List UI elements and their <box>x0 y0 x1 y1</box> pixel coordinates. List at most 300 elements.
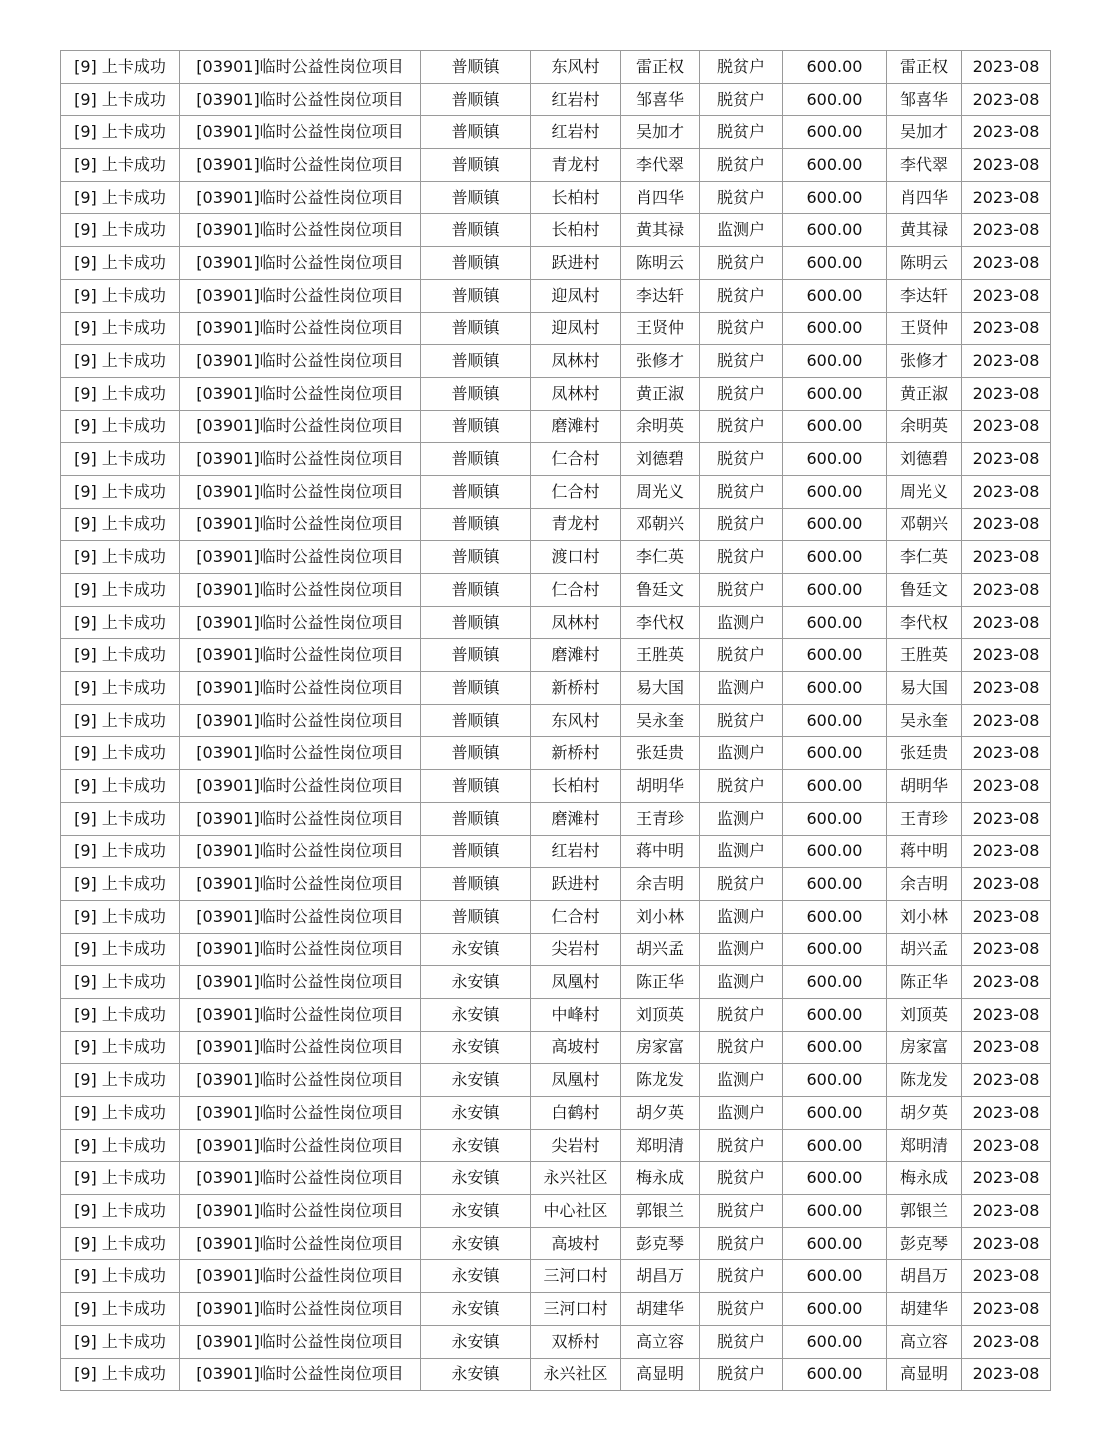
household-type-cell: 监测户 <box>700 900 783 933</box>
town-cell: 永安镇 <box>421 1358 531 1391</box>
table-row <box>61 1129 1051 1162</box>
name-cell: 胡夕英 <box>621 1097 700 1130</box>
payee-cell: 王青珍 <box>887 802 962 835</box>
household-type-cell: 脱贫户 <box>700 443 783 476</box>
payee-cell: 胡明华 <box>887 770 962 803</box>
project-cell: [03901]临时公益性岗位项目 <box>180 1097 421 1130</box>
payee-cell: 易大国 <box>887 672 962 705</box>
town-cell: 普顺镇 <box>421 574 531 607</box>
payee-cell: 吴加才 <box>887 116 962 149</box>
table-row <box>61 1293 1051 1326</box>
status-cell: [9] 上卡成功 <box>61 541 180 574</box>
project-cell: [03901]临时公益性岗位项目 <box>180 279 421 312</box>
town-cell: 永安镇 <box>421 1325 531 1358</box>
project-cell: [03901]临时公益性岗位项目 <box>180 704 421 737</box>
name-cell: 鲁廷文 <box>621 574 700 607</box>
name-cell: 陈明云 <box>621 247 700 280</box>
household-type-cell: 脱贫户 <box>700 1195 783 1228</box>
period-cell: 2023-08 <box>962 933 1051 966</box>
project-cell: [03901]临时公益性岗位项目 <box>180 508 421 541</box>
amount-cell: 600.00 <box>783 51 887 84</box>
table-row <box>61 247 1051 280</box>
town-cell: 普顺镇 <box>421 410 531 443</box>
table-row <box>61 51 1051 84</box>
period-cell: 2023-08 <box>962 1260 1051 1293</box>
household-type-cell: 脱贫户 <box>700 639 783 672</box>
payee-cell: 黄其禄 <box>887 214 962 247</box>
amount-cell: 600.00 <box>783 279 887 312</box>
town-cell: 普顺镇 <box>421 247 531 280</box>
payee-cell: 李代翠 <box>887 149 962 182</box>
name-cell: 邹喜华 <box>621 83 700 116</box>
period-cell: 2023-08 <box>962 279 1051 312</box>
name-cell: 陈龙发 <box>621 1064 700 1097</box>
household-type-cell: 脱贫户 <box>700 574 783 607</box>
village-cell: 红岩村 <box>531 835 621 868</box>
village-cell: 青龙村 <box>531 149 621 182</box>
village-cell: 东风村 <box>531 704 621 737</box>
household-type-cell: 监测户 <box>700 933 783 966</box>
status-cell: [9] 上卡成功 <box>61 247 180 280</box>
household-type-cell: 监测户 <box>700 214 783 247</box>
payee-cell: 张修才 <box>887 345 962 378</box>
village-cell: 凤凰村 <box>531 966 621 999</box>
period-cell: 2023-08 <box>962 541 1051 574</box>
name-cell: 余吉明 <box>621 868 700 901</box>
name-cell: 李仁英 <box>621 541 700 574</box>
table-row <box>61 312 1051 345</box>
period-cell: 2023-08 <box>962 181 1051 214</box>
payee-cell: 胡夕英 <box>887 1097 962 1130</box>
household-type-cell: 脱贫户 <box>700 1162 783 1195</box>
name-cell: 胡明华 <box>621 770 700 803</box>
town-cell: 普顺镇 <box>421 835 531 868</box>
table-row <box>61 704 1051 737</box>
town-cell: 普顺镇 <box>421 900 531 933</box>
table-row <box>61 770 1051 803</box>
village-cell: 仁合村 <box>531 900 621 933</box>
status-cell: [9] 上卡成功 <box>61 900 180 933</box>
payee-cell: 郑明清 <box>887 1129 962 1162</box>
household-type-cell: 脱贫户 <box>700 116 783 149</box>
table-row <box>61 998 1051 1031</box>
name-cell: 易大国 <box>621 672 700 705</box>
household-type-cell: 脱贫户 <box>700 1293 783 1326</box>
status-cell: [9] 上卡成功 <box>61 933 180 966</box>
amount-cell: 600.00 <box>783 1293 887 1326</box>
town-cell: 普顺镇 <box>421 149 531 182</box>
amount-cell: 600.00 <box>783 1064 887 1097</box>
town-cell: 永安镇 <box>421 1227 531 1260</box>
village-cell: 迎凤村 <box>531 312 621 345</box>
payee-cell: 邓朝兴 <box>887 508 962 541</box>
period-cell: 2023-08 <box>962 475 1051 508</box>
name-cell: 刘德碧 <box>621 443 700 476</box>
period-cell: 2023-08 <box>962 149 1051 182</box>
village-cell: 三河口村 <box>531 1293 621 1326</box>
household-type-cell: 监测户 <box>700 835 783 868</box>
amount-cell: 600.00 <box>783 737 887 770</box>
status-cell: [9] 上卡成功 <box>61 704 180 737</box>
status-cell: [9] 上卡成功 <box>61 770 180 803</box>
town-cell: 普顺镇 <box>421 214 531 247</box>
status-cell: [9] 上卡成功 <box>61 279 180 312</box>
payee-cell: 高显明 <box>887 1358 962 1391</box>
period-cell: 2023-08 <box>962 672 1051 705</box>
project-cell: [03901]临时公益性岗位项目 <box>180 181 421 214</box>
period-cell: 2023-08 <box>962 1358 1051 1391</box>
amount-cell: 600.00 <box>783 247 887 280</box>
name-cell: 黄正淑 <box>621 377 700 410</box>
project-cell: [03901]临时公益性岗位项目 <box>180 770 421 803</box>
village-cell: 仁合村 <box>531 475 621 508</box>
project-cell: [03901]临时公益性岗位项目 <box>180 672 421 705</box>
name-cell: 张廷贵 <box>621 737 700 770</box>
table-row <box>61 1325 1051 1358</box>
payee-cell: 彭克琴 <box>887 1227 962 1260</box>
status-cell: [9] 上卡成功 <box>61 1260 180 1293</box>
status-cell: [9] 上卡成功 <box>61 345 180 378</box>
table-row <box>61 1162 1051 1195</box>
household-type-cell: 脱贫户 <box>700 508 783 541</box>
table-row <box>61 279 1051 312</box>
status-cell: [9] 上卡成功 <box>61 1031 180 1064</box>
household-type-cell: 脱贫户 <box>700 247 783 280</box>
period-cell: 2023-08 <box>962 116 1051 149</box>
status-cell: [9] 上卡成功 <box>61 868 180 901</box>
name-cell: 吴永奎 <box>621 704 700 737</box>
village-cell: 新桥村 <box>531 672 621 705</box>
period-cell: 2023-08 <box>962 1293 1051 1326</box>
project-cell: [03901]临时公益性岗位项目 <box>180 1358 421 1391</box>
village-cell: 中心社区 <box>531 1195 621 1228</box>
table-row <box>61 149 1051 182</box>
amount-cell: 600.00 <box>783 966 887 999</box>
village-cell: 尖岩村 <box>531 933 621 966</box>
project-cell: [03901]临时公益性岗位项目 <box>180 802 421 835</box>
amount-cell: 600.00 <box>783 1162 887 1195</box>
project-cell: [03901]临时公益性岗位项目 <box>180 214 421 247</box>
village-cell: 跃进村 <box>531 868 621 901</box>
household-type-cell: 脱贫户 <box>700 475 783 508</box>
project-cell: [03901]临时公益性岗位项目 <box>180 345 421 378</box>
period-cell: 2023-08 <box>962 377 1051 410</box>
name-cell: 刘小林 <box>621 900 700 933</box>
status-cell: [9] 上卡成功 <box>61 1129 180 1162</box>
table-row <box>61 83 1051 116</box>
name-cell: 陈正华 <box>621 966 700 999</box>
town-cell: 永安镇 <box>421 1195 531 1228</box>
payee-cell: 陈明云 <box>887 247 962 280</box>
household-type-cell: 脱贫户 <box>700 345 783 378</box>
household-type-cell: 监测户 <box>700 1064 783 1097</box>
status-cell: [9] 上卡成功 <box>61 639 180 672</box>
table-row <box>61 410 1051 443</box>
table-row <box>61 1097 1051 1130</box>
status-cell: [9] 上卡成功 <box>61 116 180 149</box>
status-cell: [9] 上卡成功 <box>61 475 180 508</box>
status-cell: [9] 上卡成功 <box>61 802 180 835</box>
table-row <box>61 966 1051 999</box>
village-cell: 磨滩村 <box>531 639 621 672</box>
status-cell: [9] 上卡成功 <box>61 672 180 705</box>
amount-cell: 600.00 <box>783 443 887 476</box>
name-cell: 刘顶英 <box>621 998 700 1031</box>
project-cell: [03901]临时公益性岗位项目 <box>180 574 421 607</box>
town-cell: 普顺镇 <box>421 116 531 149</box>
payee-cell: 高立容 <box>887 1325 962 1358</box>
period-cell: 2023-08 <box>962 1227 1051 1260</box>
town-cell: 永安镇 <box>421 1260 531 1293</box>
village-cell: 红岩村 <box>531 116 621 149</box>
status-cell: [9] 上卡成功 <box>61 181 180 214</box>
village-cell: 凤林村 <box>531 377 621 410</box>
name-cell: 王青珍 <box>621 802 700 835</box>
village-cell: 三河口村 <box>531 1260 621 1293</box>
name-cell: 房家富 <box>621 1031 700 1064</box>
status-cell: [9] 上卡成功 <box>61 835 180 868</box>
status-cell: [9] 上卡成功 <box>61 606 180 639</box>
period-cell: 2023-08 <box>962 802 1051 835</box>
village-cell: 长柏村 <box>531 214 621 247</box>
amount-cell: 600.00 <box>783 802 887 835</box>
name-cell: 李代翠 <box>621 149 700 182</box>
amount-cell: 600.00 <box>783 312 887 345</box>
project-cell: [03901]临时公益性岗位项目 <box>180 51 421 84</box>
town-cell: 普顺镇 <box>421 672 531 705</box>
table-body <box>61 51 1051 1391</box>
name-cell: 雷正权 <box>621 51 700 84</box>
payee-cell: 王胜英 <box>887 639 962 672</box>
payee-cell: 陈正华 <box>887 966 962 999</box>
period-cell: 2023-08 <box>962 639 1051 672</box>
amount-cell: 600.00 <box>783 998 887 1031</box>
amount-cell: 600.00 <box>783 410 887 443</box>
village-cell: 双桥村 <box>531 1325 621 1358</box>
payee-cell: 刘小林 <box>887 900 962 933</box>
town-cell: 普顺镇 <box>421 443 531 476</box>
status-cell: [9] 上卡成功 <box>61 443 180 476</box>
amount-cell: 600.00 <box>783 933 887 966</box>
village-cell: 青龙村 <box>531 508 621 541</box>
amount-cell: 600.00 <box>783 475 887 508</box>
amount-cell: 600.00 <box>783 116 887 149</box>
household-type-cell: 脱贫户 <box>700 312 783 345</box>
amount-cell: 600.00 <box>783 1195 887 1228</box>
period-cell: 2023-08 <box>962 51 1051 84</box>
status-cell: [9] 上卡成功 <box>61 1064 180 1097</box>
payee-cell: 胡建华 <box>887 1293 962 1326</box>
amount-cell: 600.00 <box>783 770 887 803</box>
payee-cell: 陈龙发 <box>887 1064 962 1097</box>
payee-cell: 肖四华 <box>887 181 962 214</box>
period-cell: 2023-08 <box>962 1325 1051 1358</box>
period-cell: 2023-08 <box>962 1195 1051 1228</box>
payee-cell: 郭银兰 <box>887 1195 962 1228</box>
status-cell: [9] 上卡成功 <box>61 1162 180 1195</box>
table-row <box>61 1064 1051 1097</box>
period-cell: 2023-08 <box>962 508 1051 541</box>
name-cell: 胡兴孟 <box>621 933 700 966</box>
payee-cell: 黄正淑 <box>887 377 962 410</box>
town-cell: 普顺镇 <box>421 802 531 835</box>
village-cell: 白鹤村 <box>531 1097 621 1130</box>
period-cell: 2023-08 <box>962 966 1051 999</box>
village-cell: 尖岩村 <box>531 1129 621 1162</box>
payee-cell: 李达轩 <box>887 279 962 312</box>
payee-cell: 余明英 <box>887 410 962 443</box>
project-cell: [03901]临时公益性岗位项目 <box>180 900 421 933</box>
amount-cell: 600.00 <box>783 606 887 639</box>
village-cell: 高坡村 <box>531 1227 621 1260</box>
household-type-cell: 监测户 <box>700 802 783 835</box>
name-cell: 蒋中明 <box>621 835 700 868</box>
table-row <box>61 1031 1051 1064</box>
town-cell: 普顺镇 <box>421 770 531 803</box>
payee-cell: 周光义 <box>887 475 962 508</box>
village-cell: 跃进村 <box>531 247 621 280</box>
status-cell: [9] 上卡成功 <box>61 410 180 443</box>
amount-cell: 600.00 <box>783 1031 887 1064</box>
name-cell: 黄其禄 <box>621 214 700 247</box>
household-type-cell: 脱贫户 <box>700 998 783 1031</box>
village-cell: 渡口村 <box>531 541 621 574</box>
household-type-cell: 脱贫户 <box>700 868 783 901</box>
table-row <box>61 802 1051 835</box>
town-cell: 普顺镇 <box>421 279 531 312</box>
project-cell: [03901]临时公益性岗位项目 <box>180 966 421 999</box>
table-row <box>61 835 1051 868</box>
table-row <box>61 1195 1051 1228</box>
amount-cell: 600.00 <box>783 672 887 705</box>
table-row <box>61 541 1051 574</box>
payee-cell: 张廷贵 <box>887 737 962 770</box>
payment-record-table <box>60 50 1051 1391</box>
payee-cell: 邹喜华 <box>887 83 962 116</box>
household-type-cell: 脱贫户 <box>700 770 783 803</box>
period-cell: 2023-08 <box>962 770 1051 803</box>
period-cell: 2023-08 <box>962 704 1051 737</box>
amount-cell: 600.00 <box>783 541 887 574</box>
village-cell: 永兴社区 <box>531 1358 621 1391</box>
town-cell: 普顺镇 <box>421 312 531 345</box>
status-cell: [9] 上卡成功 <box>61 1195 180 1228</box>
table-row <box>61 1260 1051 1293</box>
town-cell: 普顺镇 <box>421 541 531 574</box>
period-cell: 2023-08 <box>962 214 1051 247</box>
name-cell: 邓朝兴 <box>621 508 700 541</box>
name-cell: 李代权 <box>621 606 700 639</box>
payee-cell: 房家富 <box>887 1031 962 1064</box>
household-type-cell: 脱贫户 <box>700 410 783 443</box>
status-cell: [9] 上卡成功 <box>61 51 180 84</box>
amount-cell: 600.00 <box>783 1358 887 1391</box>
village-cell: 凤凰村 <box>531 1064 621 1097</box>
amount-cell: 600.00 <box>783 1227 887 1260</box>
household-type-cell: 脱贫户 <box>700 1031 783 1064</box>
project-cell: [03901]临时公益性岗位项目 <box>180 1227 421 1260</box>
period-cell: 2023-08 <box>962 312 1051 345</box>
name-cell: 高显明 <box>621 1358 700 1391</box>
amount-cell: 600.00 <box>783 835 887 868</box>
payee-cell: 雷正权 <box>887 51 962 84</box>
amount-cell: 600.00 <box>783 1097 887 1130</box>
period-cell: 2023-08 <box>962 443 1051 476</box>
town-cell: 永安镇 <box>421 933 531 966</box>
table-row <box>61 508 1051 541</box>
table-row <box>61 475 1051 508</box>
status-cell: [9] 上卡成功 <box>61 574 180 607</box>
period-cell: 2023-08 <box>962 998 1051 1031</box>
project-cell: [03901]临时公益性岗位项目 <box>180 639 421 672</box>
name-cell: 吴加才 <box>621 116 700 149</box>
project-cell: [03901]临时公益性岗位项目 <box>180 312 421 345</box>
payee-cell: 蒋中明 <box>887 835 962 868</box>
table-row <box>61 868 1051 901</box>
project-cell: [03901]临时公益性岗位项目 <box>180 1325 421 1358</box>
table-row <box>61 345 1051 378</box>
project-cell: [03901]临时公益性岗位项目 <box>180 1260 421 1293</box>
table-row <box>61 639 1051 672</box>
status-cell: [9] 上卡成功 <box>61 737 180 770</box>
project-cell: [03901]临时公益性岗位项目 <box>180 606 421 639</box>
period-cell: 2023-08 <box>962 1031 1051 1064</box>
status-cell: [9] 上卡成功 <box>61 508 180 541</box>
name-cell: 胡昌万 <box>621 1260 700 1293</box>
period-cell: 2023-08 <box>962 410 1051 443</box>
village-cell: 磨滩村 <box>531 802 621 835</box>
household-type-cell: 脱贫户 <box>700 541 783 574</box>
amount-cell: 600.00 <box>783 900 887 933</box>
period-cell: 2023-08 <box>962 345 1051 378</box>
household-type-cell: 监测户 <box>700 672 783 705</box>
status-cell: [9] 上卡成功 <box>61 1293 180 1326</box>
payee-cell: 胡兴孟 <box>887 933 962 966</box>
project-cell: [03901]临时公益性岗位项目 <box>180 410 421 443</box>
town-cell: 永安镇 <box>421 1097 531 1130</box>
period-cell: 2023-08 <box>962 1064 1051 1097</box>
amount-cell: 600.00 <box>783 508 887 541</box>
payee-cell: 吴永奎 <box>887 704 962 737</box>
village-cell: 仁合村 <box>531 574 621 607</box>
project-cell: [03901]临时公益性岗位项目 <box>180 377 421 410</box>
household-type-cell: 监测户 <box>700 737 783 770</box>
village-cell: 永兴社区 <box>531 1162 621 1195</box>
project-cell: [03901]临时公益性岗位项目 <box>180 541 421 574</box>
household-type-cell: 监测户 <box>700 966 783 999</box>
project-cell: [03901]临时公益性岗位项目 <box>180 1195 421 1228</box>
table-row <box>61 377 1051 410</box>
village-cell: 仁合村 <box>531 443 621 476</box>
town-cell: 普顺镇 <box>421 377 531 410</box>
town-cell: 永安镇 <box>421 1064 531 1097</box>
status-cell: [9] 上卡成功 <box>61 1097 180 1130</box>
project-cell: [03901]临时公益性岗位项目 <box>180 1162 421 1195</box>
name-cell: 胡建华 <box>621 1293 700 1326</box>
name-cell: 高立容 <box>621 1325 700 1358</box>
household-type-cell: 脱贫户 <box>700 1227 783 1260</box>
payee-cell: 刘顶英 <box>887 998 962 1031</box>
name-cell: 梅永成 <box>621 1162 700 1195</box>
table-row <box>61 737 1051 770</box>
table-row <box>61 443 1051 476</box>
household-type-cell: 脱贫户 <box>700 1325 783 1358</box>
project-cell: [03901]临时公益性岗位项目 <box>180 1129 421 1162</box>
village-cell: 凤林村 <box>531 606 621 639</box>
household-type-cell: 脱贫户 <box>700 1129 783 1162</box>
status-cell: [9] 上卡成功 <box>61 1325 180 1358</box>
period-cell: 2023-08 <box>962 835 1051 868</box>
